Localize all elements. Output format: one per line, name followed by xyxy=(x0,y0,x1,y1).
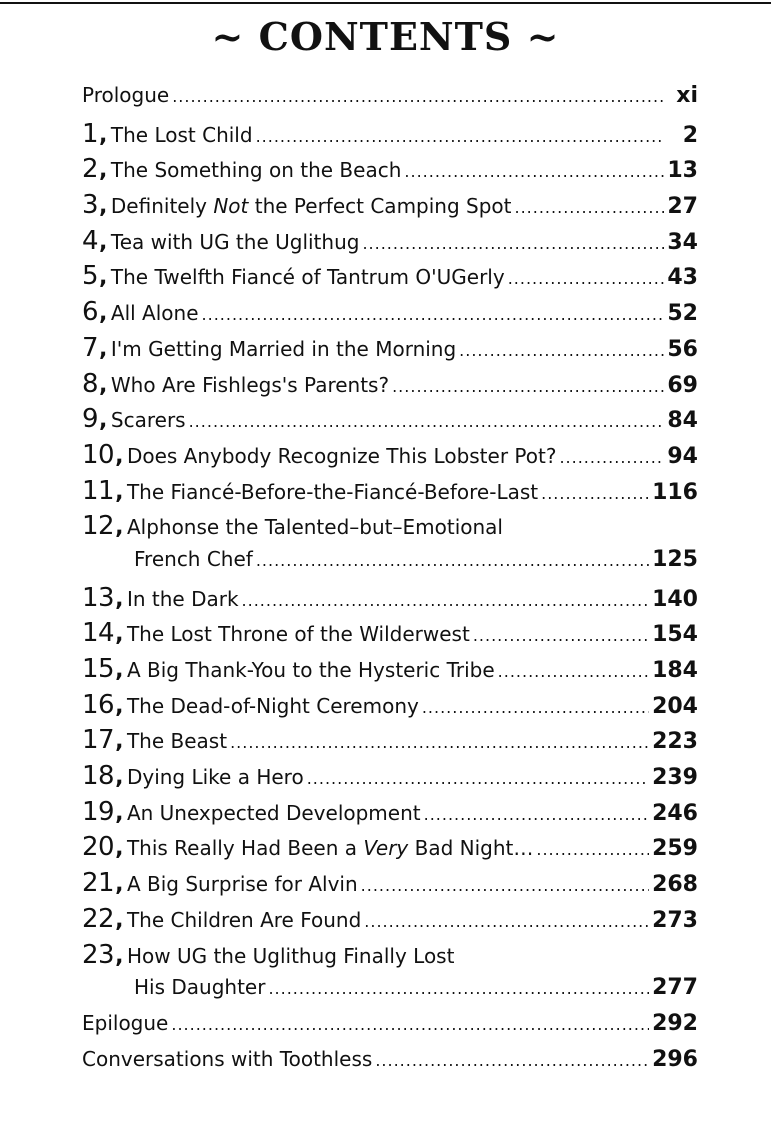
entry-label: All Alone xyxy=(110,301,199,326)
label-part: Definitely xyxy=(110,194,214,219)
chapter-number: 15 , xyxy=(82,654,123,684)
toc-entry-10[interactable] xyxy=(82,440,698,476)
dot-leader xyxy=(268,979,649,998)
dot-leader xyxy=(375,1051,649,1070)
entry-label: The Lost Throne of the Wilderwest xyxy=(126,622,470,647)
chapter-number: 19 , xyxy=(82,797,123,827)
dot-leader xyxy=(422,698,649,717)
label-italic: Very xyxy=(363,836,409,861)
chapter-number: 12 , xyxy=(82,511,123,541)
toc-entry-epilogue[interactable] xyxy=(82,1011,698,1047)
entry-page: 56 xyxy=(667,336,698,362)
chapter-number: 2 , xyxy=(82,154,107,184)
dot-leader xyxy=(230,733,649,752)
entry-label: In the Dark xyxy=(126,586,239,611)
chapter-number: 7 , xyxy=(82,333,107,363)
entry-page: 268 xyxy=(652,872,698,898)
toc-entry-1[interactable] xyxy=(82,119,698,155)
toc-entry-18[interactable] xyxy=(82,761,698,797)
entry-page: 292 xyxy=(652,1010,698,1036)
entry-page: 296 xyxy=(652,1046,698,1072)
chapter-number: 9 , xyxy=(82,404,107,434)
toc-entry-11[interactable] xyxy=(82,476,698,512)
toc-entry-14[interactable] xyxy=(82,618,698,654)
chapter-number: 13 , xyxy=(82,583,123,613)
entry-label: Epilogue xyxy=(82,1010,169,1035)
entry-page: 27 xyxy=(667,194,698,220)
entry-page: 84 xyxy=(667,408,698,434)
dot-leader xyxy=(171,1015,649,1034)
dot-leader xyxy=(473,626,649,645)
entry-label: The Something on the Beach xyxy=(110,158,402,183)
chapter-number: 22 , xyxy=(82,904,123,934)
toc-entry-16[interactable] xyxy=(82,690,698,726)
entry-label: An Unexpected Development xyxy=(126,800,421,825)
entry-label: The Twelfth Fiancé of Tantrum O'UGerly xyxy=(110,265,505,290)
dot-leader xyxy=(392,377,664,396)
toc-entry-prologue[interactable] xyxy=(82,83,698,119)
entry-page: 204 xyxy=(652,693,698,719)
entry-label: A Big Thank-You to the Hysteric Tribe xyxy=(126,658,495,682)
toc-entry-2[interactable] xyxy=(82,154,698,190)
chapter-number: 11 , xyxy=(82,476,123,506)
dot-leader xyxy=(515,198,665,217)
entry-label: The Beast xyxy=(126,729,228,754)
toc-entry-5[interactable] xyxy=(82,261,698,297)
chapter-number: 5 , xyxy=(82,261,107,291)
entry-label: Prologue xyxy=(82,83,170,107)
dot-leader xyxy=(508,269,665,288)
dot-leader xyxy=(404,162,664,181)
toc-entry-23[interactable] xyxy=(82,940,698,976)
dot-leader xyxy=(172,87,665,106)
chapter-number: 14 , xyxy=(82,618,123,648)
entry-label: Who Are Fishlegs's Parents? xyxy=(110,372,390,397)
entry-label: Alphonse the Talented–but–Emotional xyxy=(126,515,503,540)
entry-label: Scarers xyxy=(110,408,186,433)
chapter-number: 21 , xyxy=(82,868,123,898)
toc-entry-4[interactable] xyxy=(82,226,698,262)
chapter-number: 4 , xyxy=(82,226,107,256)
dot-leader xyxy=(364,912,649,931)
toc-entry-22[interactable] xyxy=(82,904,698,940)
dot-leader xyxy=(498,662,649,681)
entry-page: 69 xyxy=(667,372,698,398)
entry-page: 239 xyxy=(652,765,698,791)
dot-leader xyxy=(536,840,649,859)
entry-page: 2 xyxy=(682,122,698,148)
entry-page: 52 xyxy=(667,301,698,327)
entry-page: 277 xyxy=(652,975,698,1001)
chapter-number: 20 , xyxy=(82,832,123,862)
entry-page: 140 xyxy=(652,586,698,612)
dot-leader xyxy=(541,484,649,503)
label-part: Bad Night… xyxy=(408,836,534,861)
chapter-number: 18 , xyxy=(82,761,123,791)
dot-leader xyxy=(256,127,665,146)
entry-page: 259 xyxy=(652,836,698,862)
dot-leader xyxy=(256,551,649,570)
toc-entry-6[interactable] xyxy=(82,297,698,333)
dot-leader xyxy=(459,341,664,360)
dot-leader xyxy=(424,805,649,824)
entry-page: xi xyxy=(676,83,698,108)
toc-entry-7[interactable] xyxy=(82,333,698,369)
toc-entry-12[interactable] xyxy=(82,511,698,547)
dot-leader xyxy=(189,412,665,431)
dot-leader xyxy=(559,448,664,467)
toc-entry-17[interactable] xyxy=(82,725,698,761)
entry-page: 34 xyxy=(667,229,698,255)
toc-entry-23-continued[interactable] xyxy=(82,975,698,1011)
dot-leader xyxy=(242,591,650,610)
entry-page: 94 xyxy=(667,443,698,469)
entry-page: 154 xyxy=(652,622,698,648)
entry-label: French Chef xyxy=(134,546,253,571)
dot-leader xyxy=(362,234,664,253)
entry-label: The Dead-of-Night Ceremony xyxy=(126,693,419,718)
entry-label: His Daughter xyxy=(134,975,266,1000)
dot-leader xyxy=(202,305,665,324)
label-part: the Perfect Camping Spot xyxy=(248,194,512,219)
entry-page: 273 xyxy=(652,907,698,933)
toc-entry-conversations[interactable] xyxy=(82,1047,698,1083)
entry-label: Does Anybody Recognize This Lobster Pot? xyxy=(126,443,557,468)
toc-entry-9[interactable] xyxy=(82,404,698,440)
toc-entry-8[interactable] xyxy=(82,369,698,405)
dot-leader xyxy=(361,876,649,895)
entry-label: The Children Are Found xyxy=(126,907,362,932)
toc-entry-3[interactable] xyxy=(82,190,698,226)
entry-page: 116 xyxy=(652,479,698,505)
chapter-number: 6 , xyxy=(82,297,107,327)
entry-label: How UG the Uglithug Finally Lost xyxy=(126,943,455,968)
entry-label: Conversations with Toothless xyxy=(82,1046,373,1071)
entry-label xyxy=(111,194,512,218)
chapter-number: 10 , xyxy=(82,440,123,470)
top-rule xyxy=(0,2,771,4)
label-part: This Really Had Been a xyxy=(126,836,364,861)
chapter-number: 3 , xyxy=(82,190,107,220)
toc-entry-12-continued[interactable] xyxy=(82,547,698,583)
entry-label: Tea with UG the Uglithug xyxy=(110,229,360,254)
chapter-number: 1 , xyxy=(82,119,107,149)
entry-page: 184 xyxy=(652,658,698,683)
entry-page: 223 xyxy=(652,729,698,755)
chapter-number: 23 , xyxy=(82,940,123,970)
chapter-number: 16 , xyxy=(82,690,123,720)
entry-label: A Big Surprise for Alvin xyxy=(126,872,358,897)
chapter-number: 17 , xyxy=(82,725,123,755)
entry-label: I'm Getting Married in the Morning xyxy=(110,336,457,361)
entry-page: 13 xyxy=(667,158,698,184)
toc-entry-15[interactable] xyxy=(82,654,698,690)
entry-label: The Fiancé-Before-the-Fiancé-Before-Last xyxy=(126,479,539,504)
toc-entry-21[interactable] xyxy=(82,868,698,904)
entry-label: Dying Like a Hero xyxy=(126,765,304,790)
entry-page: 246 xyxy=(652,800,698,826)
toc-entry-20[interactable] xyxy=(82,832,698,868)
toc-entry-19[interactable] xyxy=(82,797,698,833)
table-of-contents xyxy=(82,83,698,1082)
dot-leader xyxy=(307,769,649,788)
toc-entry-13[interactable] xyxy=(82,583,698,619)
label-italic: Not xyxy=(213,194,249,219)
entry-page: 43 xyxy=(667,265,698,291)
page-title: ~ CONTENTS ~ xyxy=(211,14,560,59)
entry-label: The Lost Child xyxy=(110,122,253,147)
entry-page: 125 xyxy=(652,546,698,572)
chapter-number: 8 , xyxy=(82,369,107,399)
entry-label xyxy=(127,836,533,860)
